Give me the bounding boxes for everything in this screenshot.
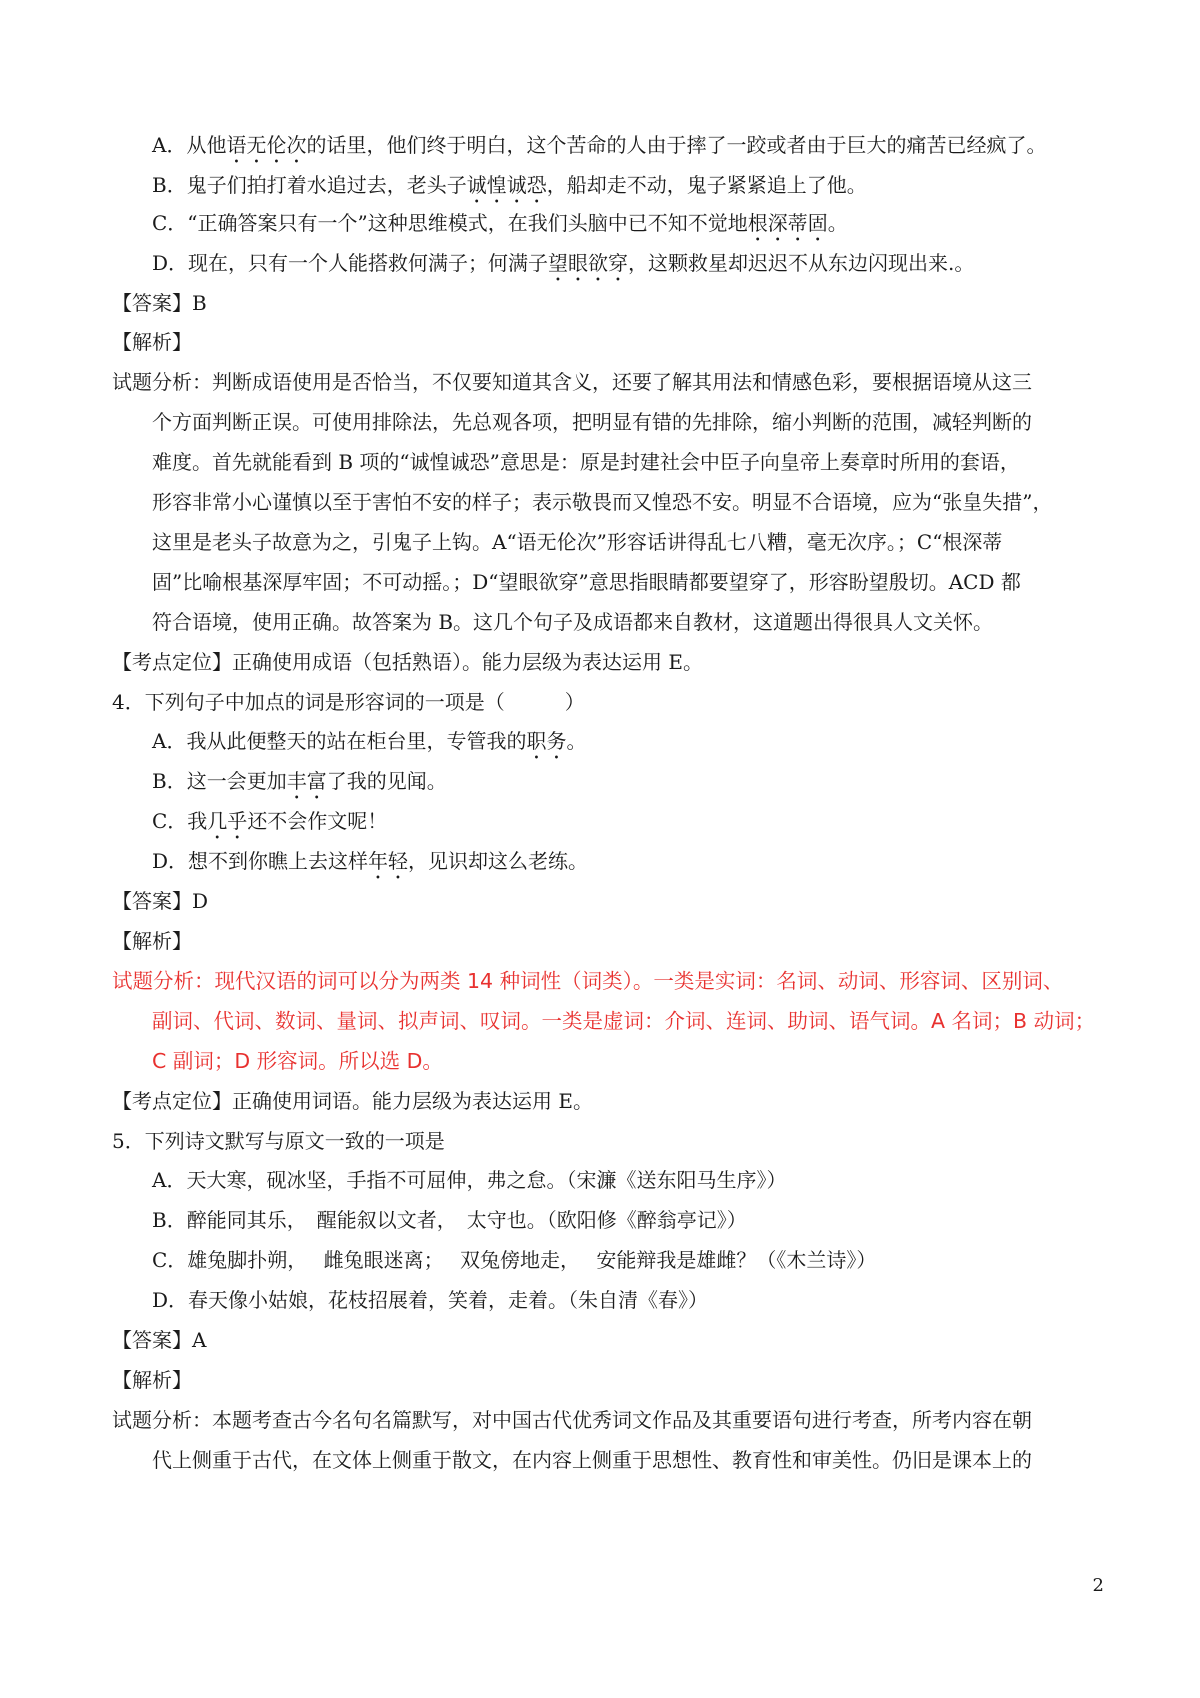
q3-analysis-line: 试题分析：判断成语使用是否恰当，不仅要知道其含义，还要了解其用法和情感色彩，要根据语境从这三 xyxy=(112,370,1032,394)
q5-answer: 【答案】A xyxy=(112,1328,207,1352)
q5-analysis-label: 【解析】 xyxy=(112,1368,192,1392)
q4-option-d: D．想不到你瞧上去这样年轻，见识却这么老练。 xyxy=(152,849,589,873)
emphasized-phrase: 职务 xyxy=(526,729,567,753)
q3-option-b: B．鬼子们拍打着水追过去，老头子诚惶诚恐，船却走不动，鬼子紧紧追上了他。 xyxy=(152,173,867,197)
page-number: 2 xyxy=(1092,1575,1104,1596)
q4-analysis-line: 试题分析：现代汉语的词可以分为两类 14 种词性（词类）。一类是实词：名词、动词、形容词、区别词、 xyxy=(112,969,1064,993)
q3-option-d: D．现在，只有一个人能搭救何满子；何满子望眼欲穿，这颗救星却迟迟不从东边闪现出来.。 xyxy=(152,251,975,275)
q3-analysis-line: 符合语境，使用正确。故答案为 B。这几个句子及成语都来自教材，这道题出得很具人文关怀。 xyxy=(152,610,994,634)
emphasized-phrase: 诚惶诚恐 xyxy=(466,173,547,197)
q5-option-b: B．醉能同其乐， 醒能叙以文者， 太守也。（欧阳修《醉翁亭记》） xyxy=(152,1208,747,1232)
q4-analysis-label: 【解析】 xyxy=(112,929,192,953)
emphasized-phrase: 年轻 xyxy=(368,849,409,873)
q3-option-c: C．“正确答案只有一个”这种思维模式，在我们头脑中已不知不觉地根深蒂固。 xyxy=(152,211,848,235)
emphasized-phrase: 语无伦次 xyxy=(226,133,307,157)
q4-analysis-line: 副词、代词、数词、量词、拟声词、叹词。一类是虚词：介词、连词、助词、语气词。A 名词；B 动词； xyxy=(152,1009,1096,1033)
q3-option-a: A．从他语无伦次的话里，他们终于明白，这个苦命的人由于摔了一跤或者由于巨大的痛苦已经疯了。 xyxy=(152,133,1047,157)
emphasized-phrase: 几乎 xyxy=(207,809,248,833)
q5-option-c: C．雄兔脚扑朔， 雌兔眼迷离； 双兔傍地走， 安能辩我是雄雌？（《木兰诗》） xyxy=(152,1248,877,1272)
q4-option-a: A．我从此便整天的站在柜台里，专管我的职务。 xyxy=(152,729,587,753)
q5-analysis-line: 试题分析：本题考查古今名句名篇默写，对中国古代优秀词文作品及其重要语句进行考查，所考内容在朝 xyxy=(112,1408,1032,1432)
q3-analysis-line: 固”比喻根基深厚牢固；不可动摇。；D“望眼欲穿”意思指眼睛都要望穿了，形容盼望殷切。ACD 都 xyxy=(152,570,1021,594)
q5-stem: 5．下列诗文默写与原文一致的一项是 xyxy=(112,1129,445,1153)
q3-analysis-line: 难度。首先就能看到 B 项的“诚惶诚恐”意思是：原是封建社会中臣子向皇帝上奏章时所用的套语， xyxy=(152,450,1020,474)
q3-analysis-line: 个方面判断正误。可使用排除法，先总观各项，把明显有错的先排除，缩小判断的范围，减轻判断的 xyxy=(152,410,1032,434)
q4-option-b: B．这一会更加丰富了我的见闻。 xyxy=(152,769,447,793)
q4-answer: 【答案】D xyxy=(112,889,209,913)
emphasized-phrase: 望眼欲穿 xyxy=(548,251,629,275)
q3-analysis-line: 形容非常小心谨慎以至于害怕不安的样子；表示敬畏而又惶恐不安。明显不合语境，应为“张皇失措”， xyxy=(152,490,1053,514)
q4-point: 【考点定位】正确使用词语。能力层级为表达运用 E。 xyxy=(112,1089,593,1113)
q5-analysis-line: 代上侧重于古代，在文体上侧重于散文，在内容上侧重于思想性、教育性和审美性。仍旧是课本上的 xyxy=(152,1448,1032,1472)
q5-option-a: A．天大寒，砚冰坚，手指不可屈伸，弗之怠。（宋濂《送东阳马生序》） xyxy=(152,1168,787,1192)
q3-point: 【考点定位】正确使用成语（包括熟语）。能力层级为表达运用 E。 xyxy=(112,650,703,674)
q4-analysis-line: C 副词；D 形容词。所以选 D。 xyxy=(152,1049,443,1073)
q4-option-c: C．我几乎还不会作文呢！ xyxy=(152,809,388,833)
q3-analysis-line: 这里是老头子故意为之，引鬼子上钩。A“语无伦次”形容话讲得乱七八糟，毫无次序。；C“根深蒂 xyxy=(152,530,1003,554)
emphasized-phrase: 丰富 xyxy=(286,769,327,793)
q3-analysis-label: 【解析】 xyxy=(112,330,192,354)
emphasized-phrase: 根深蒂固 xyxy=(747,211,828,235)
q5-option-d: D．春天像小姑娘，花枝招展着，笑着，走着。（朱自清《春》） xyxy=(152,1288,709,1312)
q4-stem: 4．下列句子中加点的词是形容词的一项是（ ） xyxy=(112,690,585,714)
q3-answer: 【答案】B xyxy=(112,291,207,315)
